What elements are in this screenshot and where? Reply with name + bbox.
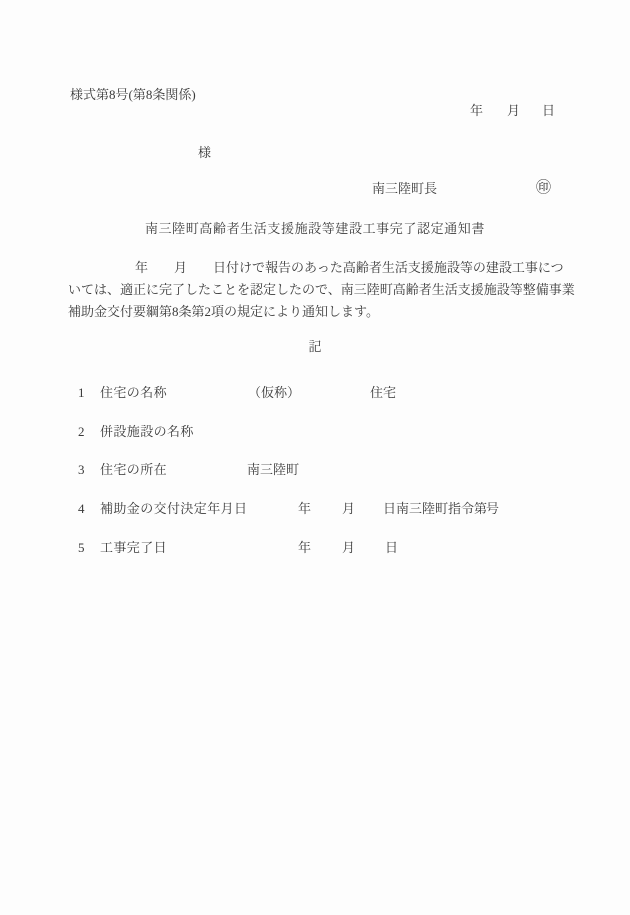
record-heading: 記 [308,339,322,354]
form-item-row-2 [0,425,630,441]
item-label: 工事完了日 [100,540,168,555]
item-label: 住宅の名称 [100,385,168,400]
item-value-number: 号 [486,501,500,516]
item-number: 3 [78,462,85,477]
item-label: 補助金の交付決定年月日 [100,501,248,516]
issuer-title: 南三陸町長 [372,181,438,196]
item-value-day-directive: 日南三陸町指令第 [383,501,488,516]
item-value-month: 月 [342,501,356,516]
form-item-row-3 [0,463,630,479]
item-value-town: 南三陸町 [247,462,300,477]
item-value-year: 年 [298,540,312,555]
item-value-month: 月 [342,540,356,555]
item-number: 1 [78,385,85,400]
body-line-3: 補助金交付要綱第8条第2項の規定により通知します。 [68,304,379,319]
item-number: 2 [78,424,85,439]
item-number: 5 [78,540,85,555]
date-year-label: 年 [470,103,484,118]
item-number: 4 [78,501,85,516]
item-label: 併設施設の名称 [100,424,194,439]
document-title: 南三陸町高齢者生活支援施設等建設工事完了認定通知書 [144,221,485,236]
form-item-row-5 [0,541,630,557]
form-item-row-1 [0,386,630,402]
body-line-2: いては、適正に完了したことを認定したので、南三陸町高齢者生活支援施設等整備事業 [68,282,575,297]
item-value-year: 年 [298,501,312,516]
item-label: 住宅の所在 [100,462,168,477]
form-number: 様式第8号(第8条関係) [70,87,196,102]
form-item-row-4 [0,502,630,518]
item-value-day: 日 [385,540,399,555]
addressee-suffix: 様 [198,145,212,160]
body-line-1: 年 月 日付けで報告のあった高齢者生活支援施設等の建設工事につ [135,260,564,275]
item-value-kari: （仮称） [248,385,301,400]
date-day-label: 日 [542,103,556,118]
date-month-label: 月 [507,103,521,118]
seal-icon: ㊞ [536,180,552,196]
item-value-jutaku: 住宅 [370,385,397,400]
